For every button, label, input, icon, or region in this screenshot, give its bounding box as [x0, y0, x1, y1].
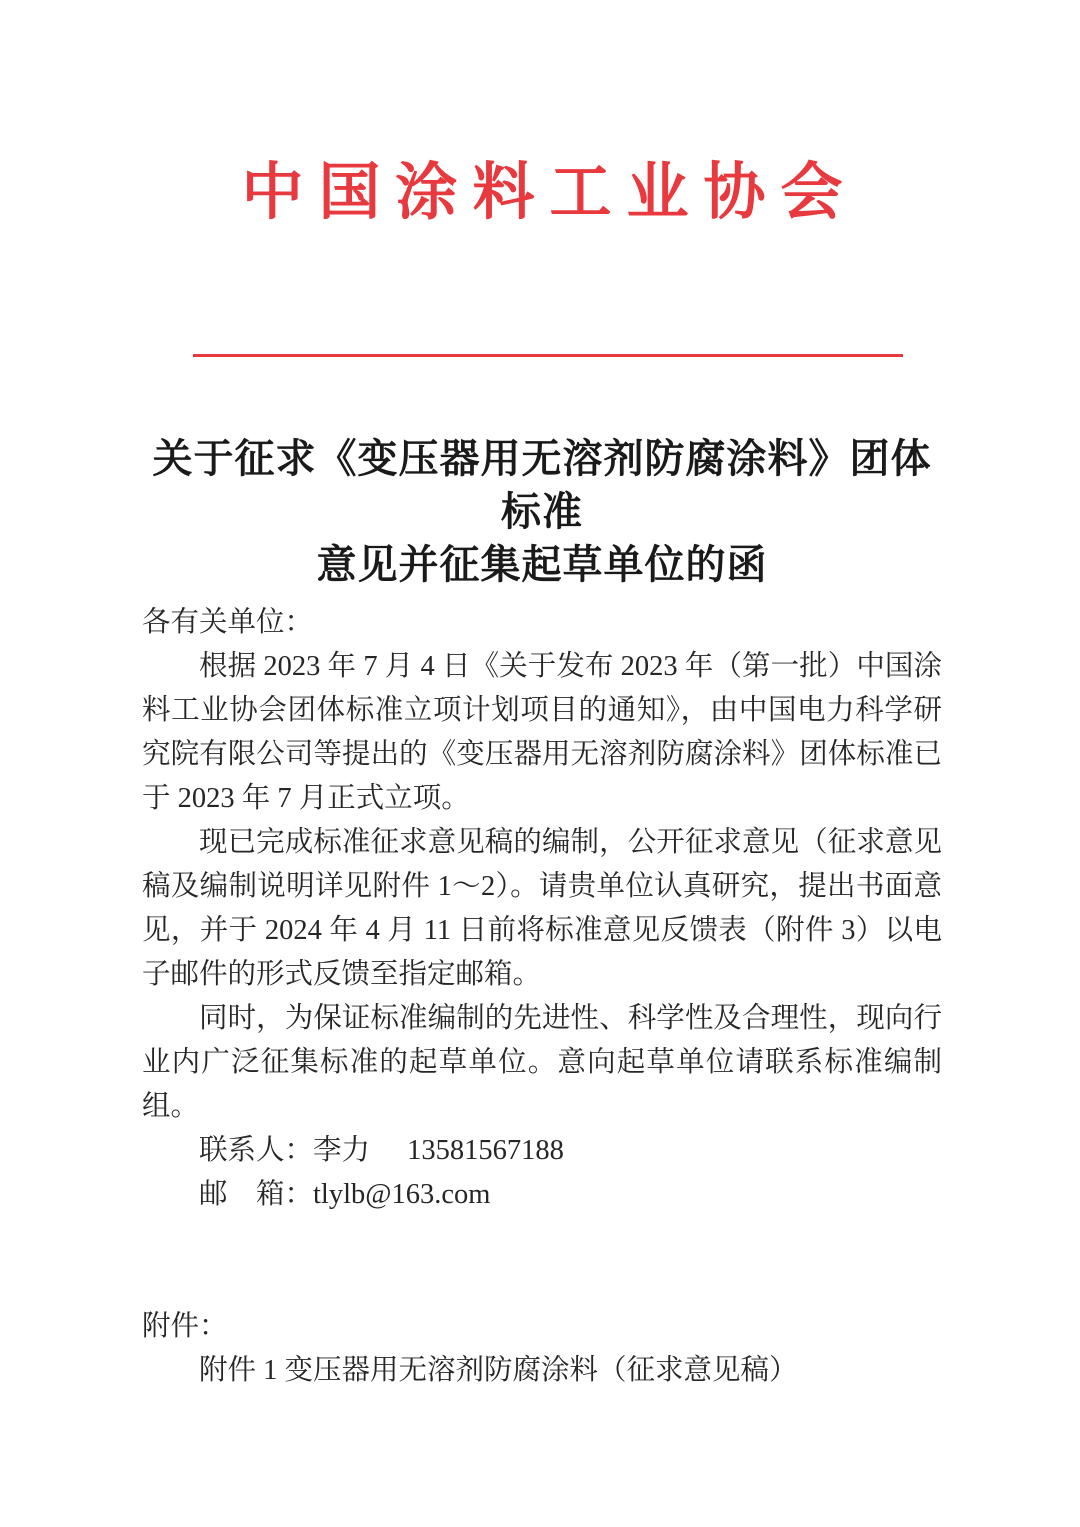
contact-email-line — [142, 1173, 942, 1217]
paragraph-project-approval: 根据 2023 年 7 月 4 日《关于发布 2023 年（第一批）中国涂料工业协会团体标准立项计划项目的通知》，由中国电力科学研究院有限公司等提出的《变压器用无溶剂防腐涂料》团体标准已于 2023 年 7 月正式立项。 — [142, 651, 942, 814]
paragraph-comment-solicitation: 现已完成标准征求意见稿的编制，公开征求意见（征求意见稿及编制说明详见附件 1～2）。请贵单位认真研究，提出书面意见，并于 2024 年 4 月 11 日前将标准意见反馈表（附件 3）以电子邮件的形式反馈至指定邮箱。 — [142, 827, 942, 990]
paragraph-drafting-units: 同时，为保证标准编制的先进性、科学性及合理性，现向行业内广泛征集标准的起草单位。意向起草单位请联系标准编制组。 — [142, 1003, 942, 1122]
attachments-label: 附件： — [142, 1311, 228, 1342]
contact-person-line — [142, 1129, 942, 1173]
letter-title-line1: 关于征求《变压器用无溶剂防腐涂料》团体标准 — [152, 436, 932, 534]
contact-person-name: 李力 — [313, 1135, 371, 1166]
contact-phone: 13581567188 — [407, 1135, 564, 1166]
letter-title-line2: 意见并征集起草单位的函 — [316, 542, 768, 587]
letter-title — [142, 432, 942, 591]
org-name: 中国涂料工业协会 — [241, 159, 858, 227]
salutation: 各有关单位： — [142, 607, 314, 638]
contact-email-label: 邮 箱： — [199, 1179, 314, 1210]
letterhead-divider-line — [193, 354, 903, 357]
contact-person-label: 联系人： — [199, 1135, 314, 1166]
letterhead — [142, 161, 942, 357]
letter-body — [142, 432, 942, 1393]
contact-email: tlylb@163.com — [313, 1179, 491, 1210]
attachment-item-1: 附件 1 变压器用无溶剂防腐涂料（征求意见稿） — [199, 1355, 798, 1386]
